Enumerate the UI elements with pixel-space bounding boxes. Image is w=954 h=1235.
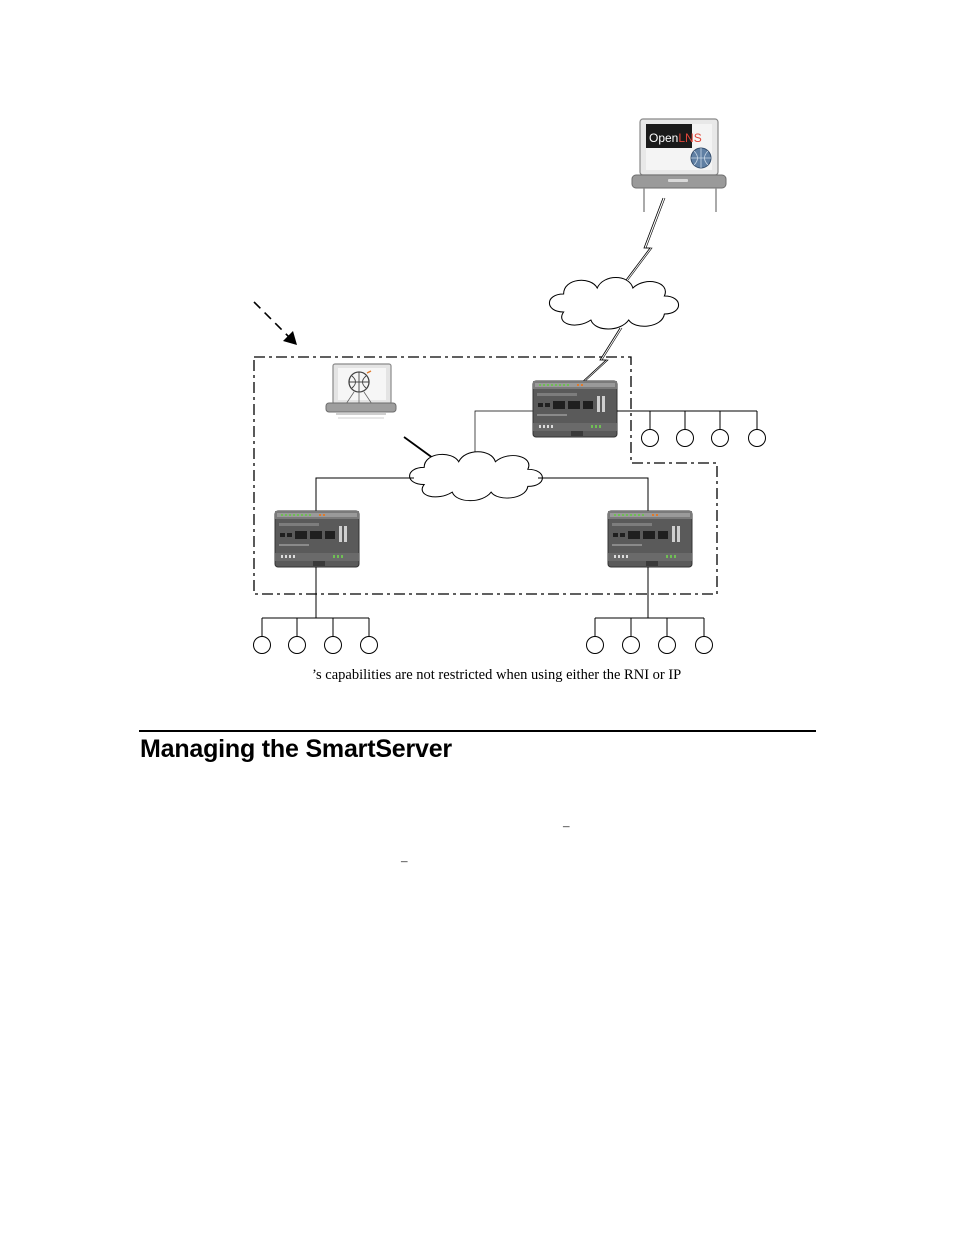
smartserver-left bbox=[275, 511, 359, 567]
body-dash-1: – bbox=[563, 818, 570, 833]
dashed-arrow bbox=[254, 302, 289, 337]
device-node-group-left bbox=[254, 637, 378, 654]
section-heading: Managing the SmartServer bbox=[140, 735, 452, 763]
web-laptop bbox=[326, 364, 396, 418]
wireless-link-lower bbox=[580, 328, 620, 384]
ip-cloud bbox=[410, 452, 543, 501]
openlns-logo: OpenLNS bbox=[649, 131, 702, 145]
smartserver-right bbox=[608, 511, 692, 567]
body-dash-2: – bbox=[401, 853, 408, 868]
smartserver-top bbox=[533, 381, 617, 437]
device-node-group-right bbox=[587, 637, 713, 654]
section-divider bbox=[139, 730, 816, 732]
openlns-laptop bbox=[632, 119, 726, 212]
figure-caption: ’s capabilities are not restricted when using either the RNI or IP bbox=[312, 667, 682, 683]
device-node-group-top bbox=[642, 430, 766, 447]
internet-cloud bbox=[549, 278, 678, 330]
